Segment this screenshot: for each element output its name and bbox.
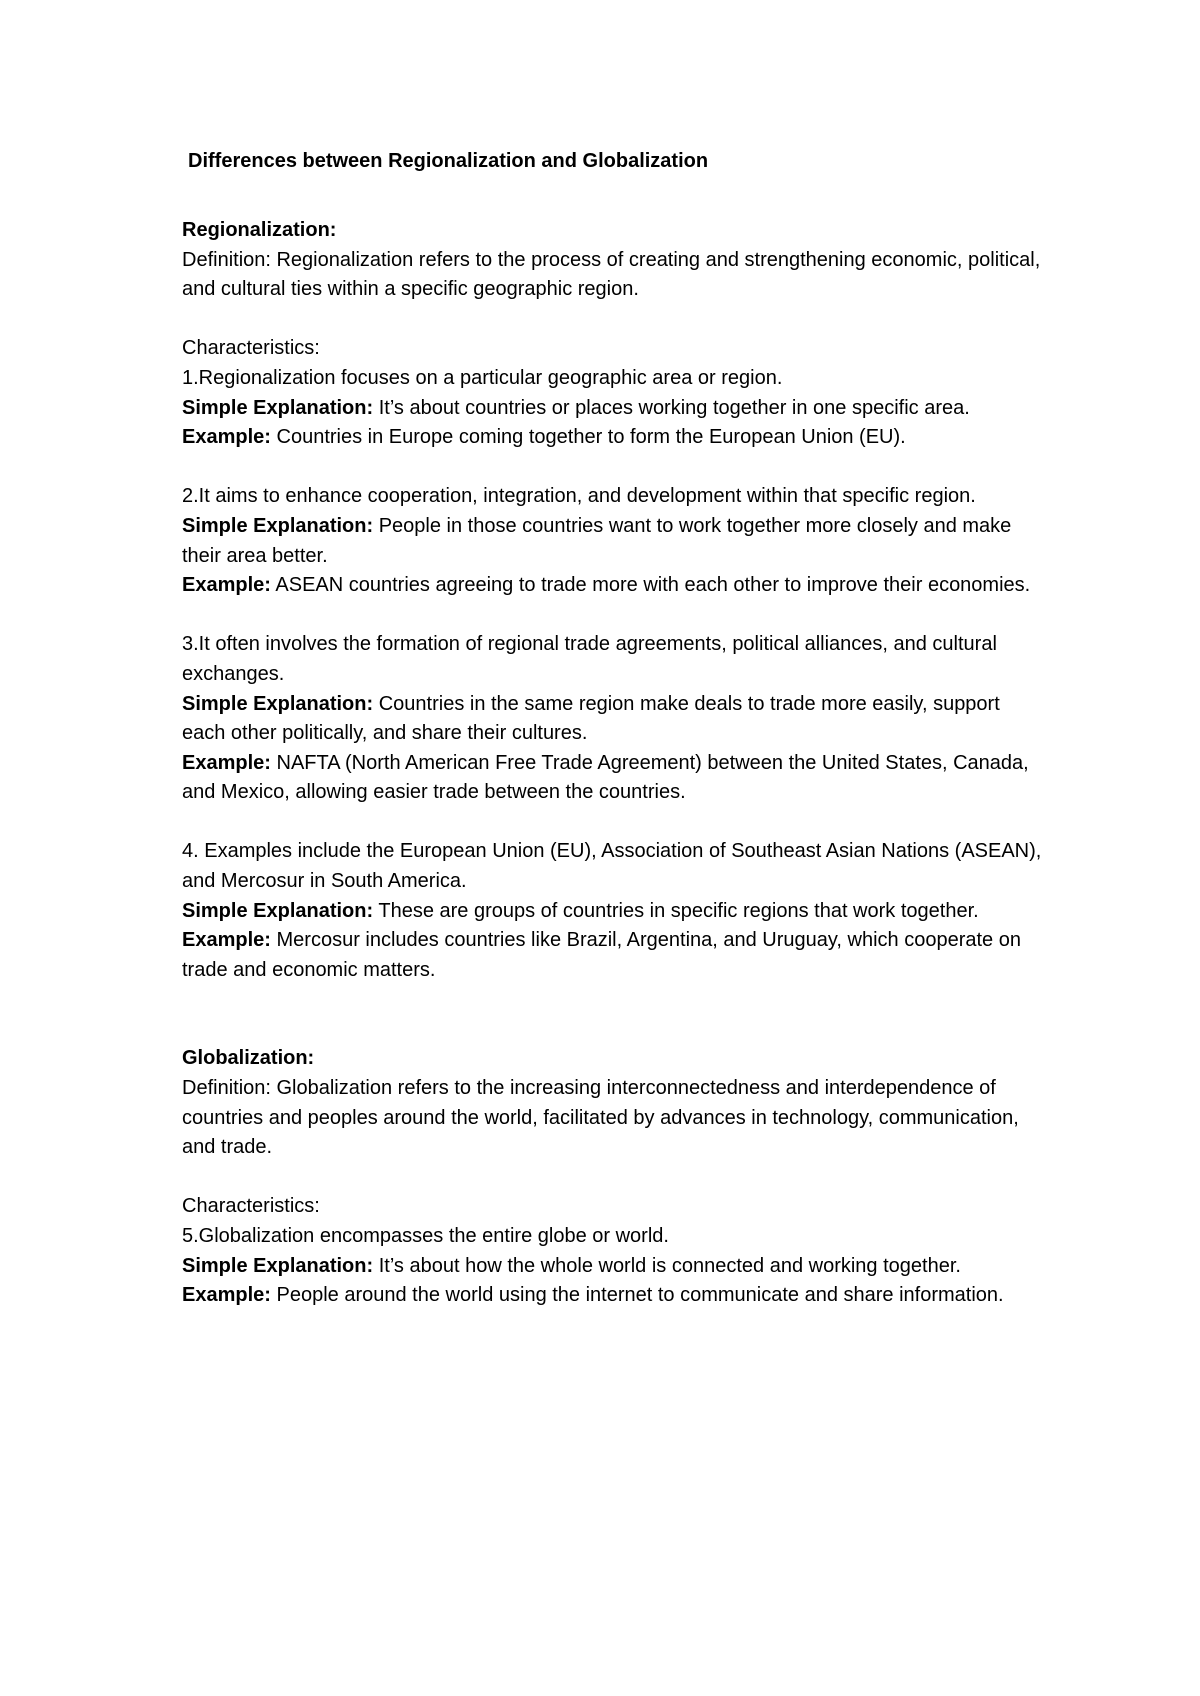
simple-explanation (182, 897, 1042, 927)
simple-explanation (182, 1252, 1042, 1282)
characteristics-label: Characteristics: (182, 1195, 320, 1218)
example-text: ASEAN countries agreeing to trade more with each other to improve their economies. (275, 574, 1031, 597)
simple-explanation (182, 394, 1042, 424)
example-label: Example: (182, 574, 271, 597)
characteristics-label: Characteristics: (182, 337, 320, 360)
definition-paragraph: Definition: Globalization refers to the increasing interconnectedness and interdependence of countries and peoples around the world, facilitated by advances in technology, communication, and trade. (182, 1077, 1019, 1159)
example-text: People around the world using the internet to communicate and share information. (276, 1284, 1004, 1307)
characteristic-statement: 1.Regionalization focuses on a particular geographic area or region. (182, 366, 783, 389)
example (182, 926, 1042, 985)
section-regionalization (182, 216, 1042, 985)
characteristic-statement: 3.It often involves the formation of regional trade agreements, political alliances, and cultural exchanges. (182, 633, 997, 685)
characteristic-statement: 2.It aims to enhance cooperation, integration, and development within that specific region. (182, 485, 976, 508)
explanation-label: Simple Explanation: (182, 692, 374, 715)
example (182, 423, 1042, 453)
explanation-text: These are groups of countries in specific regions that work together. (378, 899, 979, 922)
section-heading: Globalization: (182, 1047, 315, 1070)
explanation-text: It’s about how the whole world is connected and working together. (378, 1254, 961, 1277)
example-label: Example: (182, 929, 271, 952)
characteristic-statement: 4. Examples include the European Union (EU), Association of Southeast Asian Nations (ASEAN), and Mercosur in South America. (182, 840, 1042, 893)
explanation-label: Simple Explanation: (182, 514, 374, 537)
example-label: Example: (182, 426, 271, 449)
characteristic-item (182, 1222, 1042, 1311)
example-label: Example: (182, 1284, 271, 1307)
explanation-label: Simple Explanation: (182, 396, 374, 419)
simple-explanation (182, 690, 1042, 749)
document-title: Differences between Regionalization and Globalization (188, 150, 709, 172)
example-text: NAFTA (North American Free Trade Agreement) between the United States, Canada, and Mexico, allowing easier trade between the countries. (182, 751, 1029, 804)
characteristic-item (182, 482, 1042, 600)
characteristic-statement: 5.Globalization encompasses the entire globe or world. (182, 1225, 669, 1247)
characteristic-item (182, 364, 1042, 453)
explanation-label: Simple Explanation: (182, 1254, 374, 1277)
example (182, 1281, 1042, 1311)
example (182, 749, 1042, 808)
example-text: Countries in Europe coming together to form the European Union (EU). (276, 426, 906, 449)
spacer (182, 453, 1042, 483)
spacer (182, 1163, 1042, 1193)
explanation-text: Countries in the same region make deals to trade more easily, support each other politically, and share their cultures. (182, 692, 1000, 745)
characteristic-item (182, 837, 1042, 985)
section-globalization (182, 1044, 1042, 1310)
spacer (182, 601, 1042, 631)
example (182, 571, 1042, 601)
example-text: Mercosur includes countries like Brazil, Argentina, and Uruguay, which cooperate on trade and economic matters. (182, 929, 1021, 981)
spacer (182, 305, 1042, 335)
example-label: Example: (182, 751, 271, 774)
explanation-label: Simple Explanation: (182, 899, 374, 922)
document-body (182, 146, 1042, 1311)
explanation-text: It’s about countries or places working together in one specific area. (378, 396, 970, 419)
section-heading: Regionalization: (182, 219, 337, 241)
definition-paragraph: Definition: Regionalization refers to the process of creating and strengthening economic, political, and cultural ties within a specific geographic region. (182, 248, 1041, 301)
spacer (182, 808, 1042, 838)
simple-explanation (182, 512, 1042, 571)
explanation-text: People in those countries want to work together more closely and make their area better. (182, 514, 1012, 567)
characteristic-item (182, 630, 1042, 808)
